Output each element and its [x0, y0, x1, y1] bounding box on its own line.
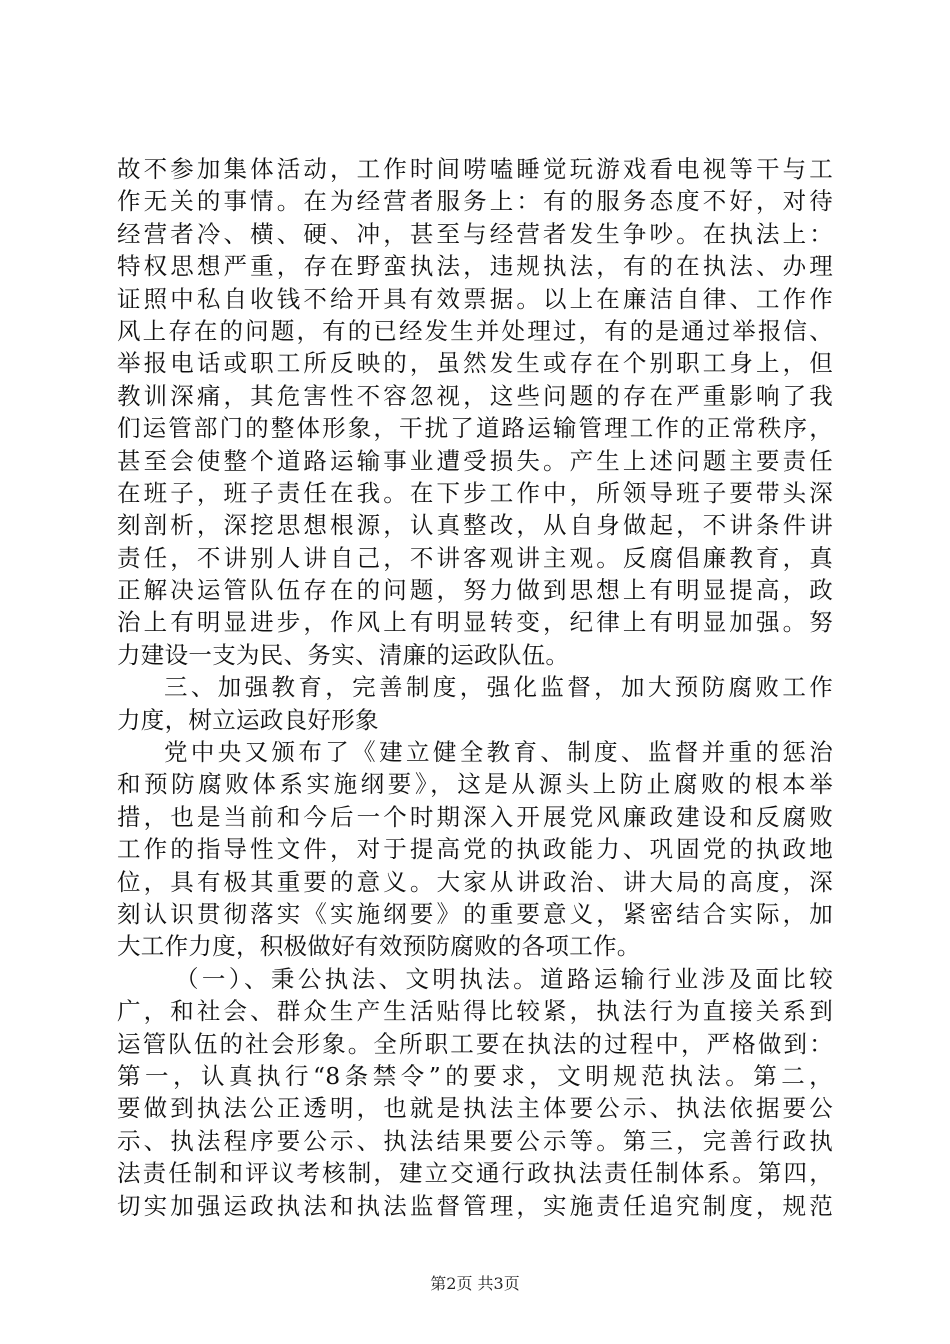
body-line: 特权思想严重，存在野蛮执法，违规执法，有的在执法、办理	[117, 252, 833, 281]
document-body	[117, 153, 833, 1222]
body-line: 大工作力度，积极做好有效预防腐败的各项工作。	[117, 932, 641, 961]
body-line: 切实加强运政执法和执法监督管理，实施责任追究制度，规范	[117, 1191, 833, 1220]
body-line: 举报电话或职工所反映的，虽然发生或存在个别职工身上，但	[117, 349, 833, 378]
section-heading-line: 力度，树立运政良好形象	[117, 705, 379, 734]
subsection-line: （一）、秉公执法、文明执法。道路运输行业涉及面比较	[175, 964, 833, 993]
body-line: 风上存在的问题，有的已经发生并处理过，有的是通过举报信、	[117, 316, 833, 345]
body-line: 治上有明显进步，作风上有明显转变，纪律上有明显加强。努	[117, 608, 833, 637]
body-line: 位，具有极其重要的意义。大家从讲政治、讲大局的高度，深	[117, 867, 833, 896]
body-line: 和预防腐败体系实施纲要》，这是从源头上防止腐败的根本举	[117, 770, 833, 799]
body-line: 要做到执法公正透明，也就是执法主体要公示、执法依据要公	[117, 1094, 833, 1123]
page-number-footer: 第2页 共3页	[430, 1274, 520, 1293]
body-line: 刻剖析，深挖思想根源，认真整改，从自身做起，不讲条件讲	[117, 511, 833, 540]
body-line: 工作的指导性文件，对于提高党的执政能力、巩固党的执政地	[117, 835, 833, 864]
body-line: 故不参加集体活动，工作时间唠嗑睡觉玩游戏看电视等干与工	[117, 155, 833, 183]
body-line: 证照中私自收钱不给开具有效票据。以上在廉洁自律、工作作	[117, 284, 833, 313]
body-line: 法责任制和评议考核制，建立交通行政执法责任制体系。第四，	[117, 1159, 833, 1188]
body-line: 第一，认真执行“8条禁令”的要求，文明规范执法。第二，	[117, 1061, 833, 1090]
section-heading-line: 三、加强教育，完善制度，强化监督，加大预防腐败工作	[164, 673, 833, 702]
body-line: 运管队伍的社会形象。全所职工要在执法的过程中，严格做到：	[117, 1029, 833, 1058]
body-line: 教训深痛，其危害性不容忽视，这些问题的存在严重影响了我	[117, 381, 833, 410]
body-line: 在班子，班子责任在我。在下步工作中，所领导班子要带头深	[117, 478, 833, 507]
body-line: 甚至会使整个道路运输事业遭受损失。产生上述问题主要责任	[117, 446, 833, 475]
body-line: 正解决运管队伍存在的问题，努力做到思想上有明显提高，政	[117, 576, 833, 605]
body-line: 力建设一支为民、务实、清廉的运政队伍。	[117, 640, 570, 669]
body-line: 广，和社会、群众生产生活贴得比较紧，执法行为直接关系到	[117, 997, 833, 1026]
body-line: 责任，不讲别人讲自己，不讲客观讲主观。反腐倡廉教育，真	[117, 543, 833, 572]
body-line: 措，也是当前和今后一个时期深入开展党风廉政建设和反腐败	[117, 802, 833, 831]
body-line: 们运管部门的整体形象，干扰了道路运输管理工作的正常秩序，	[117, 414, 833, 443]
body-line: 党中央又颁布了《建立健全教育、制度、监督并重的惩治	[164, 738, 833, 767]
body-line: 作无关的事情。在为经营者服务上：有的服务态度不好，对待	[117, 187, 833, 216]
body-line: 刻认识贯彻落实《实施纲要》的重要意义，紧密结合实际，加	[117, 899, 833, 928]
body-line: 经营者冷、横、硬、冲，甚至与经营者发生争吵。在执法上：	[117, 219, 833, 248]
body-line: 示、执法程序要公示、执法结果要公示等。第三，完善行政执	[117, 1126, 833, 1155]
